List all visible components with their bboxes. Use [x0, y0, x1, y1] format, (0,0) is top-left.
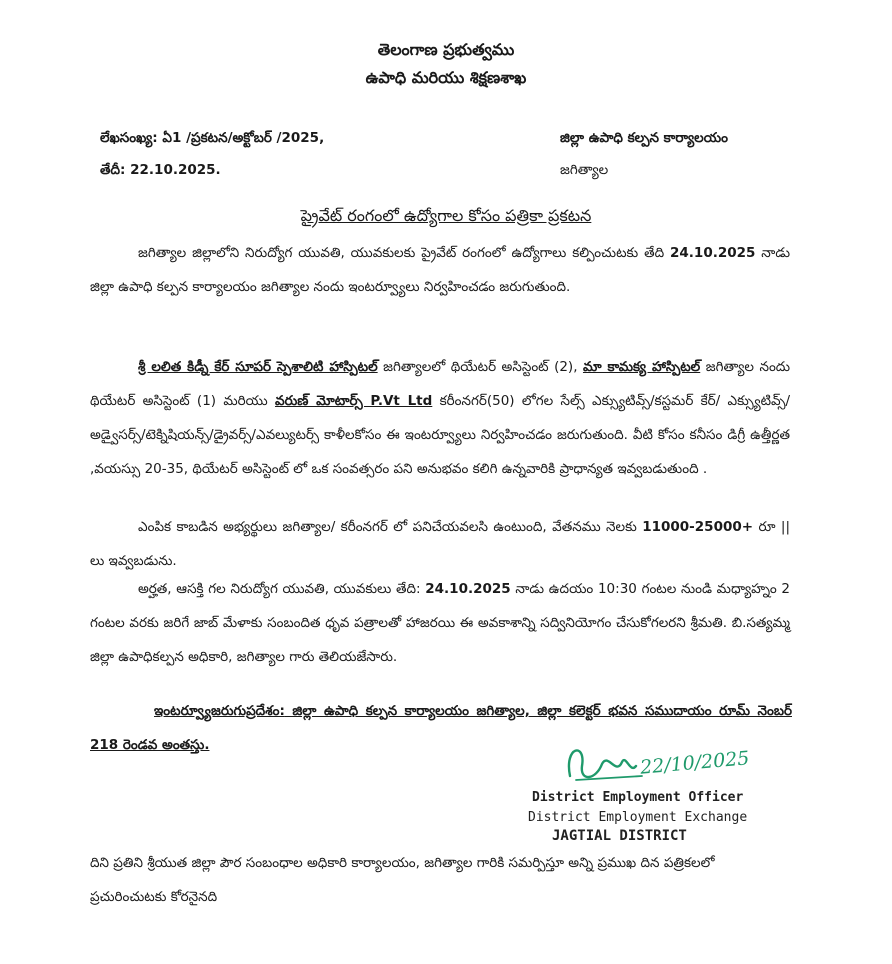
vacancies-text-b: జగిత్యాల నందు థియేటర్ అసిస్టెంట్ (1) మరియు	[90, 359, 790, 409]
paragraph-intro	[90, 236, 790, 304]
eligibility-date: 24.10.2025	[425, 581, 511, 597]
reference-date: తేదీ: 22.10.2025.	[100, 162, 221, 178]
paragraph-salary	[90, 510, 790, 578]
stamp-district: JAGTIAL DISTRICT	[552, 828, 687, 844]
salary-text-b: రూ ||లు ఇవ్వబడును.	[90, 519, 790, 569]
office-place: జగిత్యాల	[560, 162, 609, 178]
vacancies-text-c: కరీంనగర్(50) లోగల సేల్స్ ఎక్స్యుటివ్స్/కస్టమర్ కేర్/ ఎక్స్యుటివ్స్/అడ్వైసర్స్/టెక్నిషియన్స్/డ్రైవర్స్/ఎవల్యుటర్స్ కాళీలకోసం ఈ ఇంటర్వ్యూలు నిర్వహించడం జరుగుతుంది. వీటి కోసం కనీసం డిగ్రీ ఉత్తీర్ణత ,వయస్సు 20-35, థియేటర్ అసిస్టెంట్ లో ఒక సంవత్సరం పని అనుభవం కలిగి ఉన్నవారికి ప్రాధాన్యత ఇవ్వబడుతుంది .	[90, 393, 791, 477]
intro-text-a: జగిత్యాల జిల్లాలోని నిరుద్యోగ యువతి, యువకులకు ప్రైవేట్ రంగంలో ఉద్యోగాలు కల్పించుటకు తేది	[138, 245, 671, 261]
footer-note: దిని ప్రతిని శ్రీయుత జిల్లా పౌర సంబంధాల అధికారి కార్యాలయం, జగిత్యాల గారికి సమర్పిస్తూ అన్ని ప్రముఖ దిన పత్రికలలో ప్రచురించుటకు కోరనైనది	[90, 855, 715, 905]
stamp-exchange: District Employment Exchange	[528, 810, 748, 825]
header-department: ఉపాధి మరియు శిక్షణశాఖ	[365, 68, 527, 87]
vacancies-text-a: జగిత్యాలలో థియేటర్ అసిస్టెంట్ (2),	[377, 359, 583, 375]
stamp-officer: District Employment Officer	[532, 790, 744, 805]
eligibility-text-a: అర్హత, ఆసక్తి గల నిరుద్యోగ యువతి, యువకులు తేది:	[138, 581, 426, 597]
header-government: తెలంగాణ ప్రభుత్వము	[377, 40, 515, 59]
paragraph-eligibility	[90, 572, 790, 674]
notice-title: ప్రైవేట్ రంగంలో ఉద్యోగాల కోసం పత్రికా ప్రకటన	[300, 206, 592, 225]
intro-text-b: నాడు జిల్లా ఉపాధి కల్పన కార్యాలయం జగిత్యాల నందు ఇంటర్వ్యూలు నిర్వహించడం జరుగుతుంది.	[90, 245, 790, 295]
intro-date: 24.10.2025	[670, 245, 756, 261]
office-name: జిల్లా ఉపాధి కల్పన కార్యాలయం	[560, 130, 728, 146]
reference-number: లేఖసంఖ్య: ఏ1 /ప్రకటన/అక్టోబర్ /2025,	[100, 130, 325, 146]
hospital-kamakya: మా కామక్య హాస్పిటల్	[582, 359, 701, 375]
salary-text-a: ఎంపిక కాబడిన అభ్యర్థులు జగిత్యాల/ కరీంనగర్ లో పనిచేయవలసి ఉంటుంది, వేతనము నెలకు	[138, 519, 643, 535]
company-varun-motors: వరుణ్ మోటార్స్ P.Vt Ltd	[274, 393, 433, 409]
paragraph-vacancies	[90, 350, 790, 486]
venue-label: ఇంటర్వ్యూజరుగుప్రదేశం:	[154, 703, 285, 719]
eligibility-text-b: నాడు ఉదయం 10:30 గంటల నుండి మధ్యాహ్నం 2 గంటల వరకు జరిగే జాబ్ మేళాకు సంబందిత ధృవ పత్రాలతో హాజరయి ఈ అవకాశాన్ని సద్వినియోగం చేసుకోగలరని శ్రీమతి. బి.సత్యమ్మ జిల్లా ఉపాధికల్పన అధికారి, జగిత్యాల గారు తెలియజేసారు.	[90, 581, 790, 665]
signature-date: 22/10/2025	[639, 747, 751, 779]
venue-text: జిల్లా ఉపాధి కల్పన కార్యాలయం జగిత్యాల, జిల్లా కలెక్టర్ భవన సముదాయం రూమ్ నెంబర్ 218 రెండవ అంతస్తు.	[90, 703, 792, 753]
salary-range: 11000-25000+	[642, 519, 754, 535]
hospital-lalitha: శ్రీ లలిత కిడ్నీ కేర్ సూపర్ స్పెశాలిటి హాస్పిటల్	[138, 359, 378, 375]
